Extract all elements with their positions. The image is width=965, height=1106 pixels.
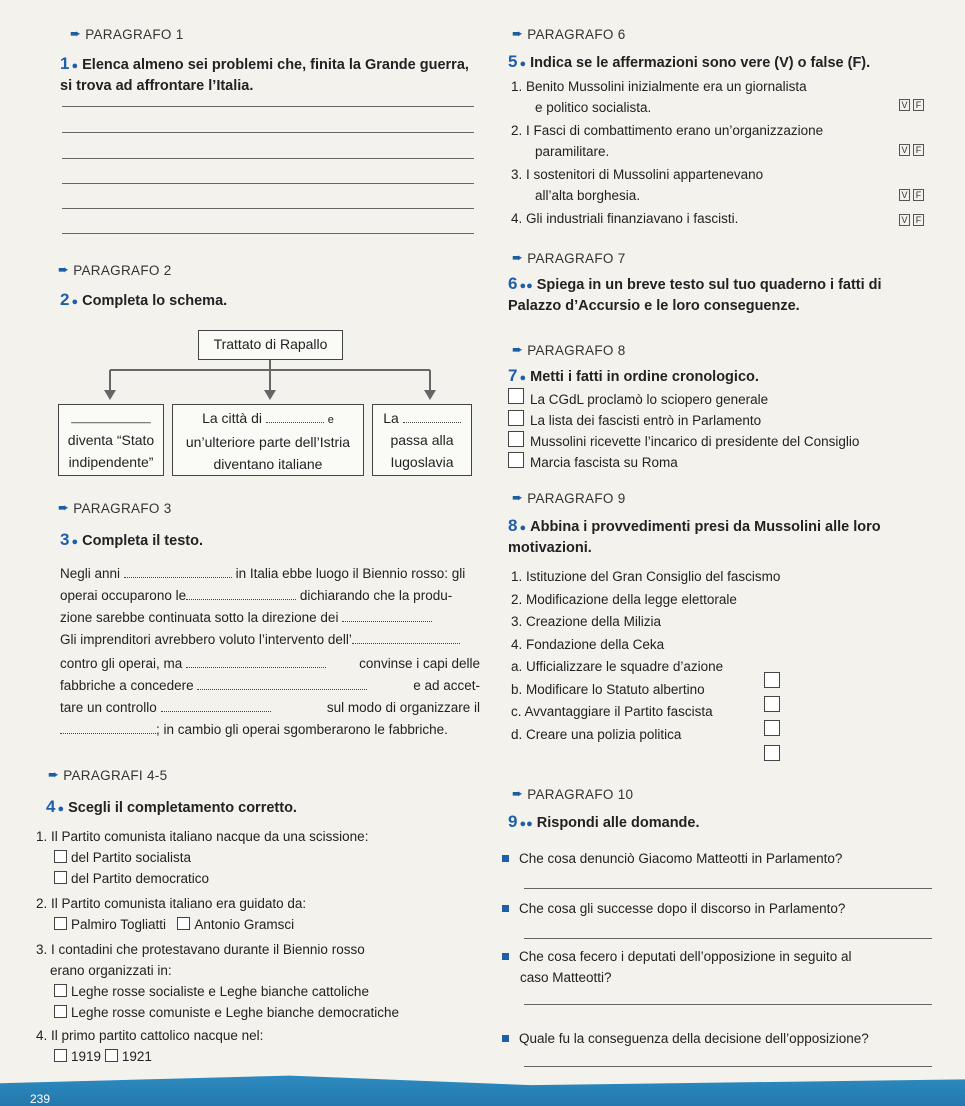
arrow-right-icon: ➨ [512,342,524,357]
vf-choice[interactable]: V F [899,99,924,111]
section-header-p6: ➨ PARAGRAFO 6 [512,26,626,42]
schema-connectors [60,360,480,405]
questions-list: Che cosa denunciò Giacomo Matteotti in Parlamento? [502,848,942,869]
arrow-right-icon: ➨ [512,26,524,41]
answer-line[interactable] [62,106,474,107]
blank-field[interactable] [161,711,271,712]
schema-box-2[interactable]: La città di e un’ulteriore parte dell’Istria diventano italiane [172,404,364,476]
match-box[interactable] [764,696,780,712]
blank-field[interactable] [266,422,324,423]
arrow-right-icon: ➨ [58,262,70,277]
answer-line[interactable] [524,1066,932,1067]
chronology-list: La CGdL proclamò lo sciopero generale La lista dei fascisti entrò in Parlamento Mussolini ricevette l’incarico di presidente del Consiglio Marcia fascista su Roma [530,392,860,470]
blank-field[interactable] [186,667,326,668]
difficulty-dot-icon: ● [71,296,79,308]
arrow-right-icon: ➨ [512,490,524,505]
answer-line[interactable] [524,888,932,889]
section-header-p3: ➨ PARAGRAFO 3 [58,500,172,516]
arrow-right-icon: ➨ [48,767,60,782]
page-number: 239 [30,1092,51,1106]
questions-list: Quale fu la conseguenza della decisione dell’opposizione? [502,1028,942,1049]
answer-line[interactable] [62,158,474,159]
arrow-right-icon: ➨ [58,500,70,515]
blank-field[interactable] [342,621,432,622]
match-box[interactable] [764,672,780,688]
match-box[interactable] [764,745,780,761]
answer-line[interactable] [62,132,474,133]
checkbox[interactable] [54,1005,67,1018]
checkbox[interactable] [54,917,67,930]
questions-list: Che cosa fecero i deputati dell’opposizione in seguito al caso Matteotti? [502,946,942,988]
difficulty-dot-icon: ● [519,58,527,70]
blank-field[interactable] [60,733,156,734]
vf-choice[interactable]: V F [899,144,924,156]
vf-choice[interactable]: V F [899,214,924,226]
fill-text: Negli anni in Italia ebbe luogo il Biennio rosso: gli operai occuparono le dichiarando che la produ- zione sarebbe continuata sotto la direzione dei Gli imprenditori avrebbero voluto l’intervento dell’ contro gli operai, ma convinse i capi delle fabbriche a concedere e ad accet- tare un controllo sul modo di organizzare il ; in cambio gli operai sgomberarono le fabbriche. [60,566,480,737]
checkbox[interactable] [54,871,67,884]
multiple-choice: 1. Il Partito comunista italiano nacque da una scissione: del Partito socialista del Partito democratico 2. Il Partito comunista italiano era guidato da: Palmiro Togliatti Antonio Gramsci 3. I contadini che protestavano durante il Biennio rosso erano organizzati in: Leghe rosse socialiste e Leghe bianche cattoliche Leghe rosse comuniste e Leghe bianche democratiche 4. Il primo partito cattolico nacque nel: 1919 1921 [36,829,399,1064]
bullet-square-icon [502,953,509,960]
bullet-square-icon [502,1035,509,1042]
checkbox[interactable] [177,917,190,930]
section-header-p10: ➨ PARAGRAFO 10 [512,786,634,802]
exercise-8: 8 ● Abbina i provvedimenti presi da Mussolini alle loro motivazioni. [508,516,881,556]
order-box[interactable] [508,388,524,404]
exercise-9: 9 ●● Rispondi alle domande. [508,812,700,831]
section-header-p2: ➨ PARAGRAFO 2 [58,262,172,278]
difficulty-dot-icon: ● [57,803,65,815]
match-box[interactable] [764,720,780,736]
blank-field[interactable] [186,599,296,600]
section-header-p1: ➨ PARAGRAFO 1 [70,26,184,42]
checkbox[interactable] [54,1049,67,1062]
exercise-6: 6 ●● Spiega in un breve testo sul tuo quaderno i fatti di Palazzo d’Accursio e le loro conseguenze. [508,274,882,314]
checkbox[interactable] [54,850,67,863]
arrow-right-icon: ➨ [512,786,524,801]
arrow-right-icon: ➨ [70,26,82,41]
questions-list: Che cosa gli successe dopo il discorso in Parlamento? [502,898,942,919]
exercise-4: 4 ● Scegli il completamento corretto. [46,797,297,816]
true-false-list: 1. Benito Mussolini inizialmente era un giornalista e politico socialista. 2. I Fasci di combattimento erano un’organizzazione paramilitare. 3. I sostenitori di Mussolini appartenevano all’alta borghesia. 4. Gli industriali finanziavano i fascisti. [511,79,824,226]
order-box[interactable] [508,410,524,426]
answer-line[interactable] [62,233,474,234]
blank-field[interactable] [124,577,232,578]
schema-box-3[interactable]: La passa alla Iugoslavia [372,404,472,476]
section-header-p45: ➨ PARAGRAFI 4-5 [48,767,168,783]
order-box[interactable] [508,431,524,447]
blank-field[interactable] [197,689,367,690]
difficulty-dot-icon: ● [519,372,527,384]
section-header-p7: ➨ PARAGRAFO 7 [512,250,626,266]
bullet-square-icon [502,905,509,912]
match-items: 1. Istituzione del Gran Consiglio del fascismo 2. Modificazione della legge elettorale 3. Creazione della Milizia 4. Fondazione della Ceka a. Ufficializzare le squadre d’azione b. Modificare lo Statuto albertino c. Avvantaggiare il Partito fascista d. Creare una polizia politica [511,569,781,742]
exercise-2: 2 ● Completa lo schema. [60,290,228,309]
section-header-p8: ➨ PARAGRAFO 8 [512,342,626,358]
exercise-7: 7 ● Metti i fatti in ordine cronologico. [508,366,759,385]
difficulty-dot-icon: ● [71,60,79,72]
blank-field[interactable] [403,422,461,423]
bullet-square-icon [502,855,509,862]
footer-band [0,1068,965,1106]
exercise-5: 5 ● Indica se le affermazioni sono vere (V) o false (F). [508,52,871,71]
checkbox[interactable] [54,984,67,997]
answer-line[interactable] [62,183,474,184]
checkbox[interactable] [105,1049,118,1062]
answer-line[interactable] [524,1004,932,1005]
exercise-1: 1 ● Elenca almeno sei problemi che, finita la Grande guerra, si trova ad affrontare l’Italia. [60,54,469,94]
difficulty-dots-icon: ●● [519,818,533,830]
schema-top-box: Trattato di Rapallo [198,330,343,360]
difficulty-dot-icon: ● [71,536,79,548]
schema-box-1[interactable]: _____________ diventa “Stato indipendente” [58,404,164,476]
difficulty-dots-icon: ●● [519,280,533,292]
order-box[interactable] [508,452,524,468]
vf-choice[interactable]: V F [899,189,924,201]
section-header-p9: ➨ PARAGRAFO 9 [512,490,626,506]
blank-field[interactable] [352,643,460,644]
answer-line[interactable] [62,208,474,209]
exercise-3: 3 ● Completa il testo. [60,530,203,549]
arrow-right-icon: ➨ [512,250,524,265]
difficulty-dot-icon: ● [519,522,527,534]
answer-line[interactable] [524,938,932,939]
